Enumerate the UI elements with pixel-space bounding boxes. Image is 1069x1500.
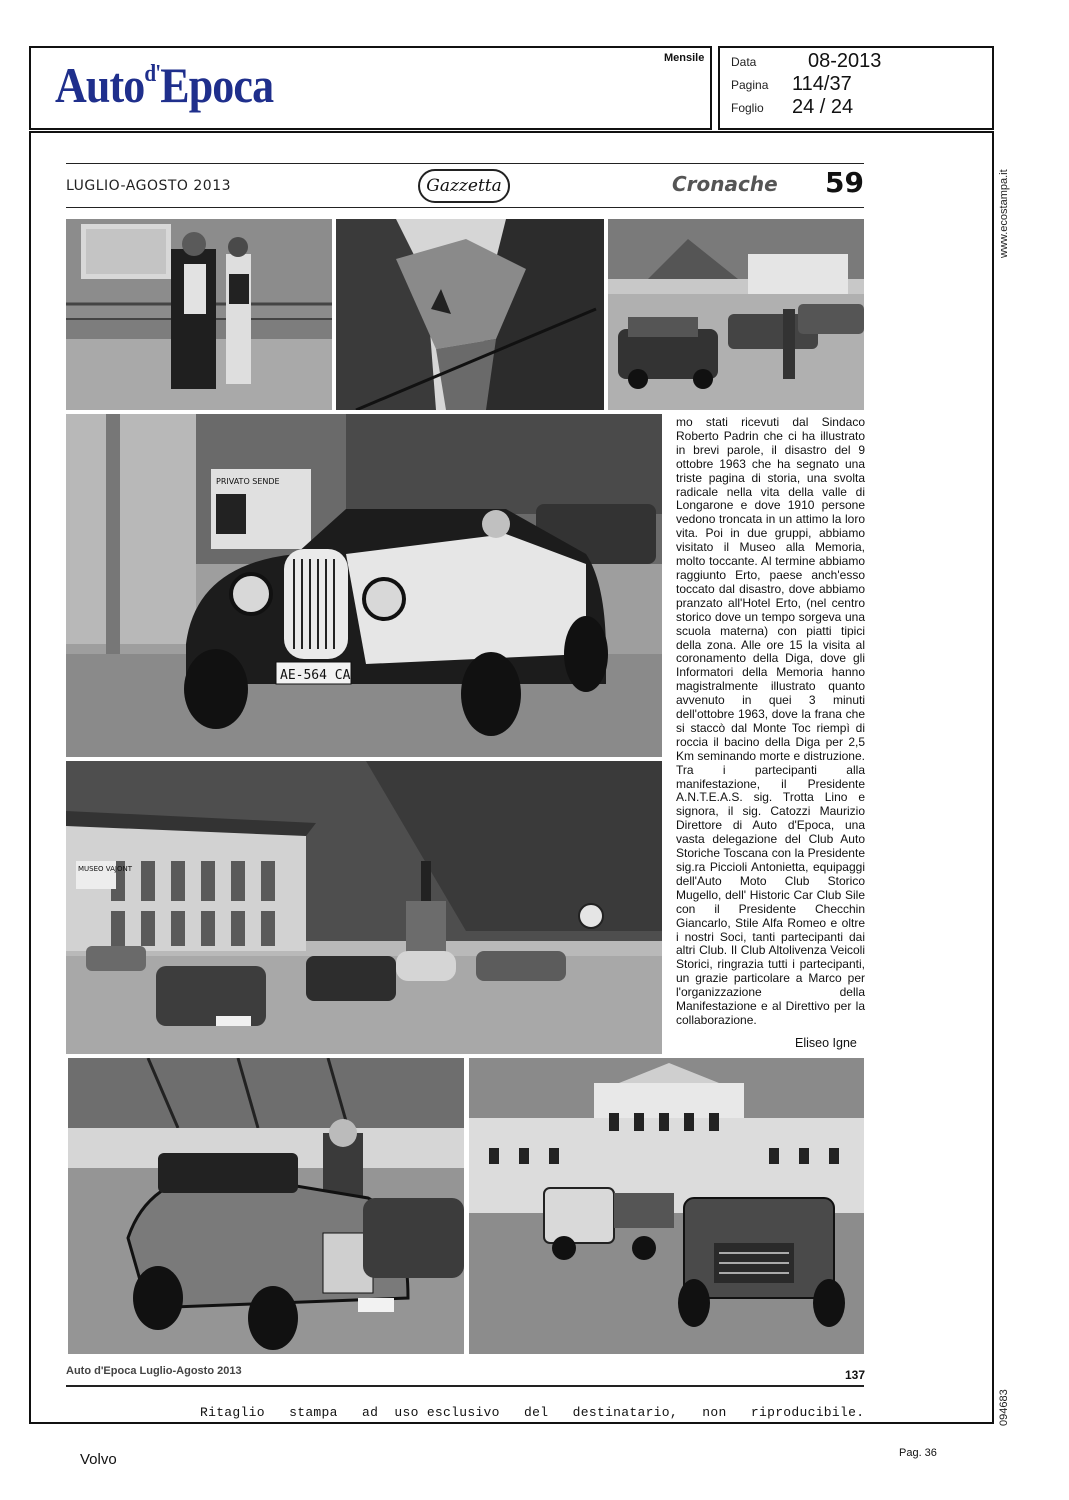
photo-museum-square	[66, 761, 662, 1054]
frequency-label: Mensile	[664, 52, 705, 64]
logo-sup: d'	[144, 61, 161, 87]
page-number: 59	[825, 166, 864, 199]
logo-main: Auto	[55, 57, 145, 113]
photo-visitors	[66, 219, 332, 410]
sign-museum: MUSEO VAJONT	[78, 865, 132, 873]
photo-valley	[336, 219, 604, 410]
article-footer-left: Auto d'Epoca Luglio-Agosto 2013	[66, 1365, 242, 1377]
photo-open-car	[68, 1058, 464, 1354]
footer-rule	[66, 1385, 864, 1387]
article-footer-page: 137	[845, 1368, 866, 1382]
footer-client: Volvo	[80, 1451, 117, 1468]
plate-roadster: AE-564 CA	[280, 668, 351, 683]
top-rule	[66, 163, 864, 164]
article-author: Eliseo Igne	[795, 1036, 857, 1050]
reproduction-notice: Ritaglio stampa ad uso esclusivo del destinatario, non riproducibile.	[200, 1405, 865, 1420]
meta-value-sheet: 24 / 24	[792, 96, 854, 118]
meta-value-page: 114/37	[792, 73, 852, 95]
photo-parking	[608, 219, 864, 410]
header-bottom-rule	[66, 207, 864, 208]
logo-tail: Epoca	[160, 57, 274, 113]
section-title: Cronache	[672, 172, 778, 196]
gazzetta-masthead: Gazzetta	[418, 169, 510, 203]
website-vertical: www.ecostampa.it	[998, 169, 1010, 258]
code-vertical: 094683	[998, 1389, 1010, 1426]
publication-logo	[55, 57, 274, 113]
photo-roadster	[66, 414, 662, 757]
meta-label-page: Pagina	[731, 78, 769, 92]
sign-private: PRIVATO SENDE	[216, 477, 280, 486]
article-body: mo stati ricevuti dal Sindaco Roberto Padrin che ci ha illustrato in brevi parole, il disastro del 9 ottobre 1963 che ha segnato una triste pagina di storia, una svolta radicale nella vita della valle di Longarone e dove 1910 persone vedono troncata in un attimo la loro vita. Poi in due gruppi, abbiamo visitato il Museo alla Memoria, molto toccante. Al termine abbiamo raggiunto Erto, paese anch'esso toccato dal disastro, dove abbiamo pranzato all'Hotel Erto, (nel centro storico dove un tempo sorgeva una scuola materna) con piatti tipici della zona. Alle ore 15 la visita al coronamento della Diga, dove gli Informatori della Memoria hanno magistralmente illustrato quanto avvenuto in quei 3 minuti dell'ottobre 1963, dove la frana che si staccò dal Monte Toc riempì di roccia il bacino della Diga per 2,5 Km seminando morte e distruzione. Tra i partecipanti alla manifestazione, il Presidente A.N.T.E.A.S. sig. Trotta Lino e signora, il sig. Catozzi Maurizio Direttore di Auto d'Epoca, una vasta delegazione del Club Auto Storiche Toscana con la Presidente sig.ra Piccioli Antonietta, equipaggi dell'Auto Moto Club Storico Mugello, dell' Historic Car Club Sile con il Presidente Checchin Giancarlo, Stile Alfa Romeo e oltre i nostri Soci, tanti partecipanti dai altri Club. Il Club Altolivenza Veicoli Storici, ringrazia tutti i partecipanti, un grazie particolare a Marco per l'organizzazione della Manifestazione e al Direttivo per la collaborazione.	[676, 415, 865, 1027]
issue-date: LUGLIO-AGOSTO 2013	[66, 178, 232, 194]
footer-page: Pag. 36	[899, 1447, 937, 1459]
meta-label-date: Data	[731, 55, 757, 69]
meta-label-sheet: Foglio	[731, 101, 764, 115]
meta-value-date: 08-2013	[808, 50, 882, 72]
photo-villa-trucks	[469, 1058, 864, 1354]
